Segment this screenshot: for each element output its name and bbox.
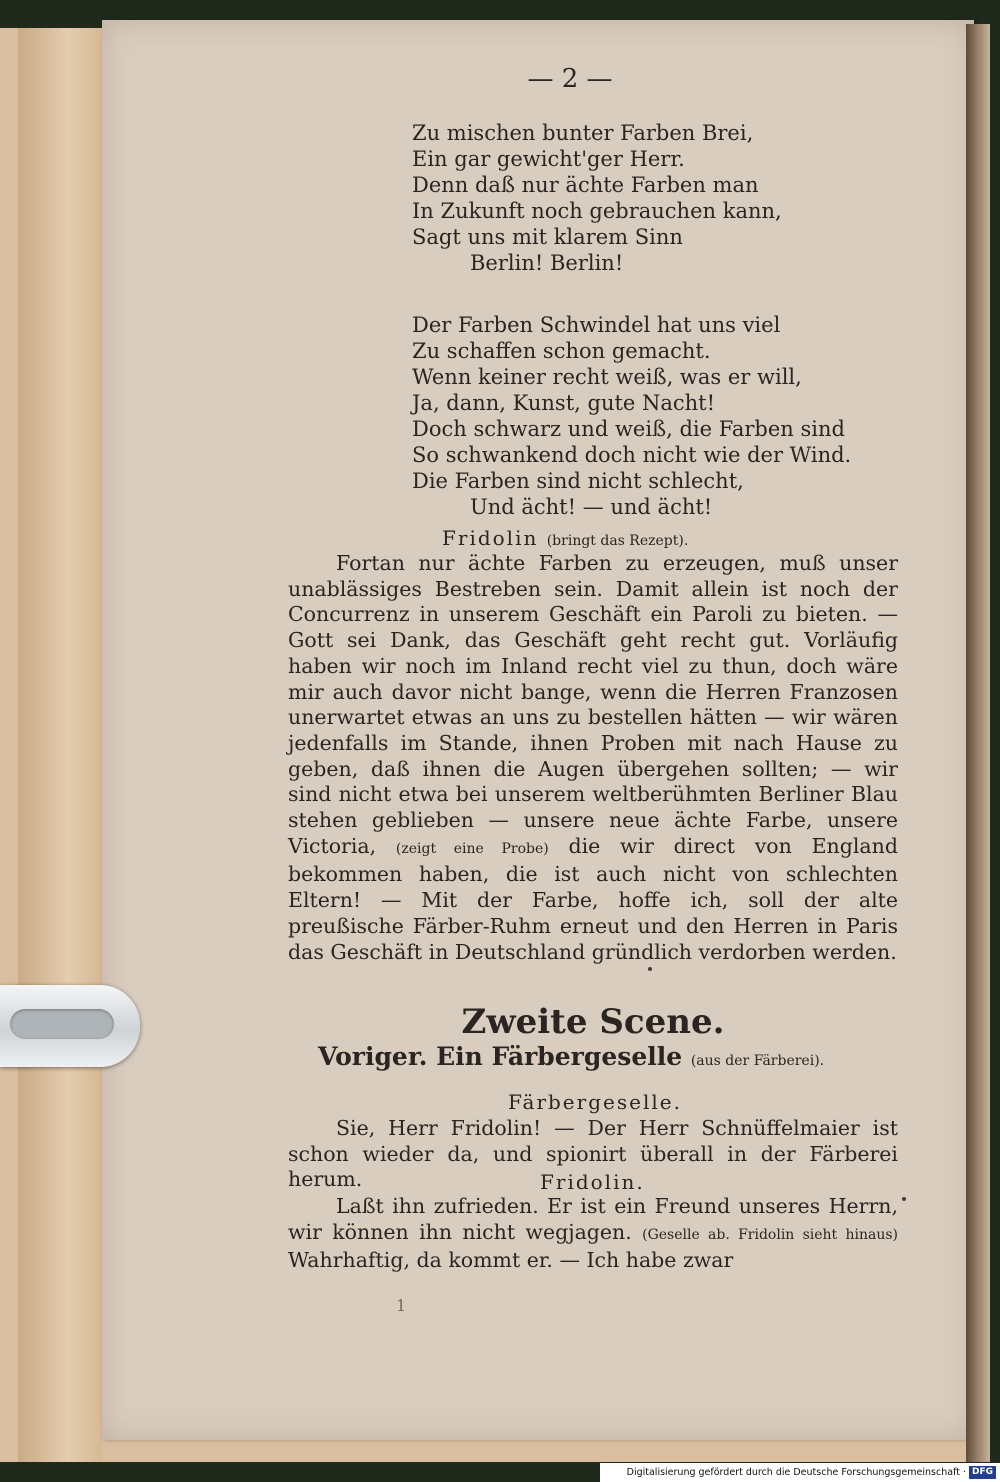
verse-line: Und ächt! — und ächt! — [470, 495, 713, 519]
speaker-line — [442, 526, 688, 550]
stage-direction: (zeigt eine Probe) — [395, 840, 549, 857]
speech-text: Fortan nur ächte Farben zu erzeugen, muß unser unablässiges Bestreben sein. Damit allein ist noch der Concurrenz in unserem Geschäft ein Paroli zu bieten. — Gott sei Dank, das Geschäft geht recht gut. Vorläufig haben wir noch im Inland recht viel zu thun, doch wäre mir auch davor nicht bange, wenn die Herren Franzosen unerwartet etwas an uns zu bestellen hätten — wir wären jedenfalls im Stande, ihnen Proben mit nach Hause zu geben, daß ihnen die Augen übergehen sollten; — wir sind nicht etwa bei unserem weltberühmten Berliner Blau stehen geblieben — unsere neue ächte Farbe, unsere Victoria, — [288, 551, 898, 858]
verse-line: Ja, dann, Kunst, gute Nacht! — [412, 391, 716, 415]
speaker-name: Färbergeselle. — [508, 1090, 682, 1114]
persons-text: Voriger. Ein Färbergeselle — [318, 1042, 683, 1071]
verse-2 — [412, 312, 851, 520]
stage-direction: (bringt das Rezept). — [546, 533, 689, 549]
speech-text: Wahrhaftig, da kommt er. — Ich habe zwar — [288, 1248, 734, 1273]
scene-persons — [318, 1042, 824, 1071]
verse-line: Zu mischen bunter Farben Brei, — [412, 121, 754, 145]
speech-text: Laßt ihn zufrieden. Er ist ein Freund unseres Herrn, wir können ihn nicht wegjagen. — [288, 1194, 898, 1244]
dfg-logo-icon: DFG — [969, 1466, 996, 1479]
verse-1 — [412, 120, 782, 276]
speaker-name: Fridolin — [442, 526, 539, 550]
speech-paragraph — [288, 551, 898, 965]
speech-paragraph — [288, 1194, 898, 1274]
page-number: — 2 — — [527, 64, 613, 94]
footer-text: Digitalisierung gefördert durch die Deutsche Forschungsgemeinschaft · — [626, 1467, 966, 1478]
stage-direction: (aus der Färberei). — [690, 1053, 825, 1069]
verse-line: In Zukunft noch gebrauchen kann, — [412, 199, 782, 223]
clip-opening — [10, 1009, 114, 1039]
verse-line: Der Farben Schwindel hat uns viel — [412, 313, 781, 337]
verse-line: Sagt uns mit klarem Sinn — [412, 225, 683, 249]
page-edge — [18, 28, 102, 1462]
binding-edge — [966, 24, 990, 1462]
speech-text: die wir direct von England bekommen haben, die ist auch nicht von schlechten Eltern! — Mit der Farbe, hoffe ich, soll der alte preußische Färber-Ruhm erneut und den Herren in Paris das Geschäft in Deutschland gründlich verdorben werden. — [288, 833, 898, 964]
signature-mark: 1 — [396, 1296, 407, 1315]
verse-line: Denn daß nur ächte Farben man — [412, 173, 759, 197]
print-mark — [902, 1197, 906, 1201]
verse-line: Die Farben sind nicht schlecht, — [412, 469, 744, 493]
print-mark — [648, 967, 652, 971]
scene-title: Zweite Scene. — [461, 1002, 725, 1042]
page-clip — [0, 985, 140, 1067]
verse-line: Wenn keiner recht weiß, was er will, — [412, 365, 802, 389]
verse-line: Doch schwarz und weiß, die Farben sind — [412, 417, 845, 441]
speech-text: Sie, Herr Fridolin! — Der Herr Schnüffelmaier ist schon wieder da, und spionirt überall in der Färberei herum. — [288, 1116, 898, 1192]
footer-credit — [600, 1463, 1000, 1482]
verse-line: So schwankend doch nicht wie der Wind. — [412, 443, 852, 467]
speaker-name: Fridolin. — [540, 1170, 645, 1194]
verse-line: Ein gar gewicht'ger Herr. — [412, 147, 685, 171]
verse-line: Zu schaffen schon gemacht. — [412, 339, 711, 363]
verse-line: Berlin! Berlin! — [470, 251, 624, 275]
stage-direction: (Geselle ab. Fridolin sieht hinaus) — [642, 1226, 898, 1243]
